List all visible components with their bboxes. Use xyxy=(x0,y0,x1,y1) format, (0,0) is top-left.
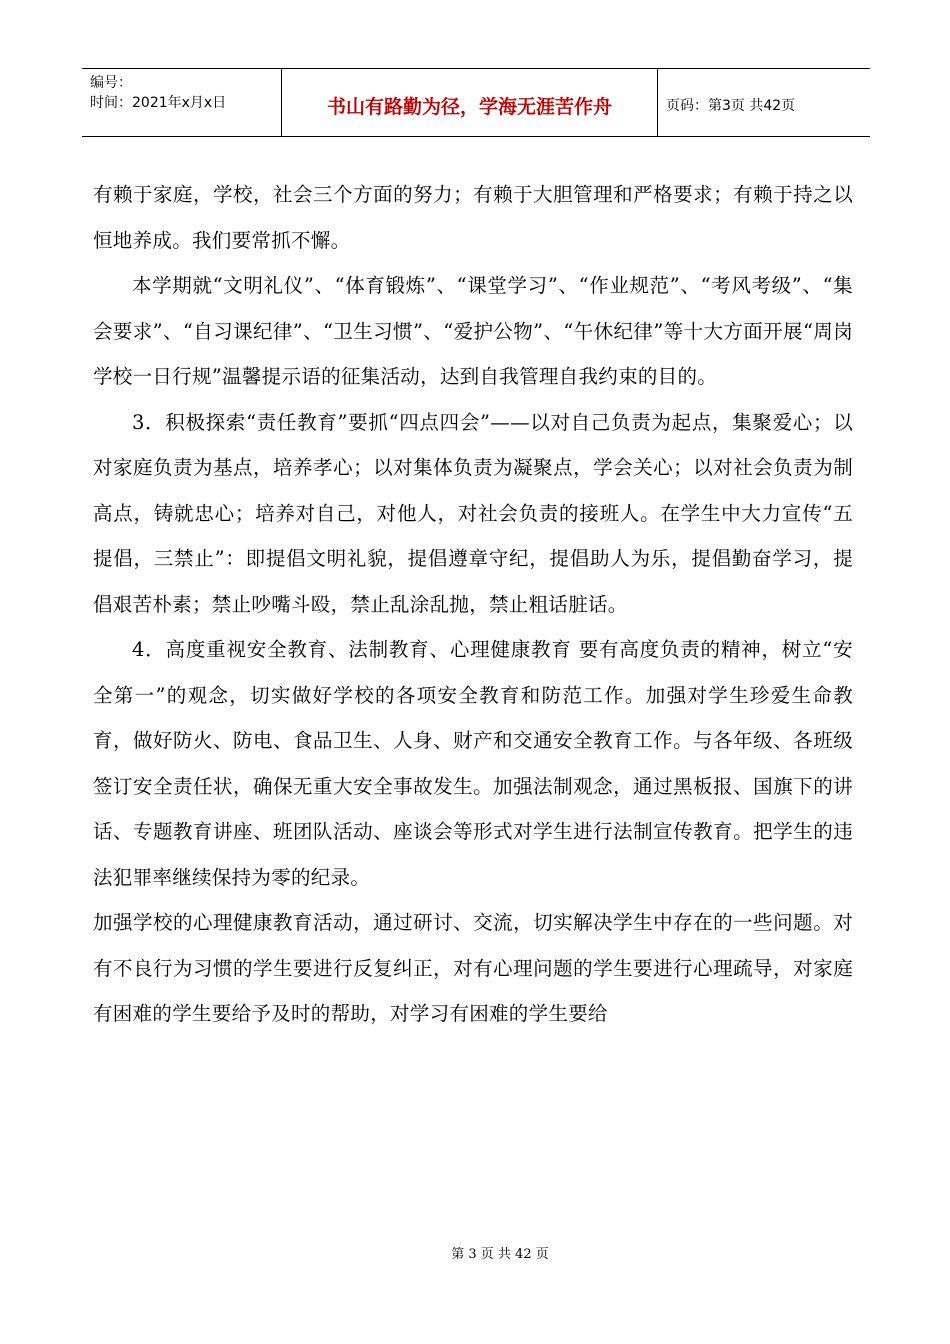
paragraph-mental-health: 加强学校的心理健康教育活动，通过研讨、交流，切实解决学生中存在的一些问题。对有不良行为习惯的学生要进行反复纠正，对有心理问题的学生要进行心理疏导，对家庭有困难的学生要给予及时的帮助，对学习有困难的学生要给 xyxy=(93,911,853,1025)
page-header xyxy=(82,68,870,137)
header-motto: 书山有路勤为径，学海无涯苦作舟 xyxy=(282,69,658,136)
paragraph-continuation: 有赖于家庭，学校，社会三个方面的努力；有赖于大胆管理和严格要求；有赖于持之以恒地养成。我们要常抓不懈。 xyxy=(93,183,853,252)
date-label: 时间：2021年x月x日 xyxy=(90,95,227,111)
header-meta xyxy=(82,69,282,136)
paragraph-civility-activity: 本学期就“文明礼仪”、“体育锻炼”、“课堂学习”、“作业规范”、“考风考级”、“集会要求”、“自习课纪律”、“卫生习惯”、“爱护公物”、“午休纪律”等十大方面开展“周岗学校一日行规”温馨提示语的征集活动，达到自我管理自我约束的目的。 xyxy=(93,274,853,388)
paragraph-safety-education: 4．高度重视安全教育、法制教育、心理健康教育 要有高度负责的精神，树立“安全第一”的观念，切实做好学校的各项安全教育和防范工作。加强对学生珍爱生命教育，做好防火、防电、食品卫生、人身、财产和交通安全教育工作。与各年级、各班级签订安全责任状，确保无重大安全事故发生。加强法制观念，通过黑板报、国旗下的讲话、专题教育讲座、班团队活动、座谈会等形式对学生进行法制宣传教育。把学生的违法犯罪率继续保持为零的纪录。 xyxy=(93,638,853,889)
paragraph-responsibility-education: 3．积极探索“责任教育”要抓“四点四会”——以对自己负责为起点，集聚爱心；以对家庭负责为基点，培养孝心；以对集体负责为凝聚点，学会关心；以对社会负责为制高点，铸就忠心；培养对自己，对他人，对社会负责的接班人。在学生中大力宣传“五提倡，三禁止”：即提倡文明礼貌，提倡遵章守纪，提倡助人为乐，提倡勤奋学习，提倡艰苦朴素；禁止吵嘴斗殴，禁止乱涂乱抛，禁止粗话脏话。 xyxy=(93,410,853,616)
serial-label: 编号： xyxy=(90,75,132,91)
document-body xyxy=(93,172,853,1037)
header-page-info: 页码：第3页 共42页 xyxy=(666,97,796,114)
page-footer: 第 3 页 共 42 页 xyxy=(451,1247,549,1262)
